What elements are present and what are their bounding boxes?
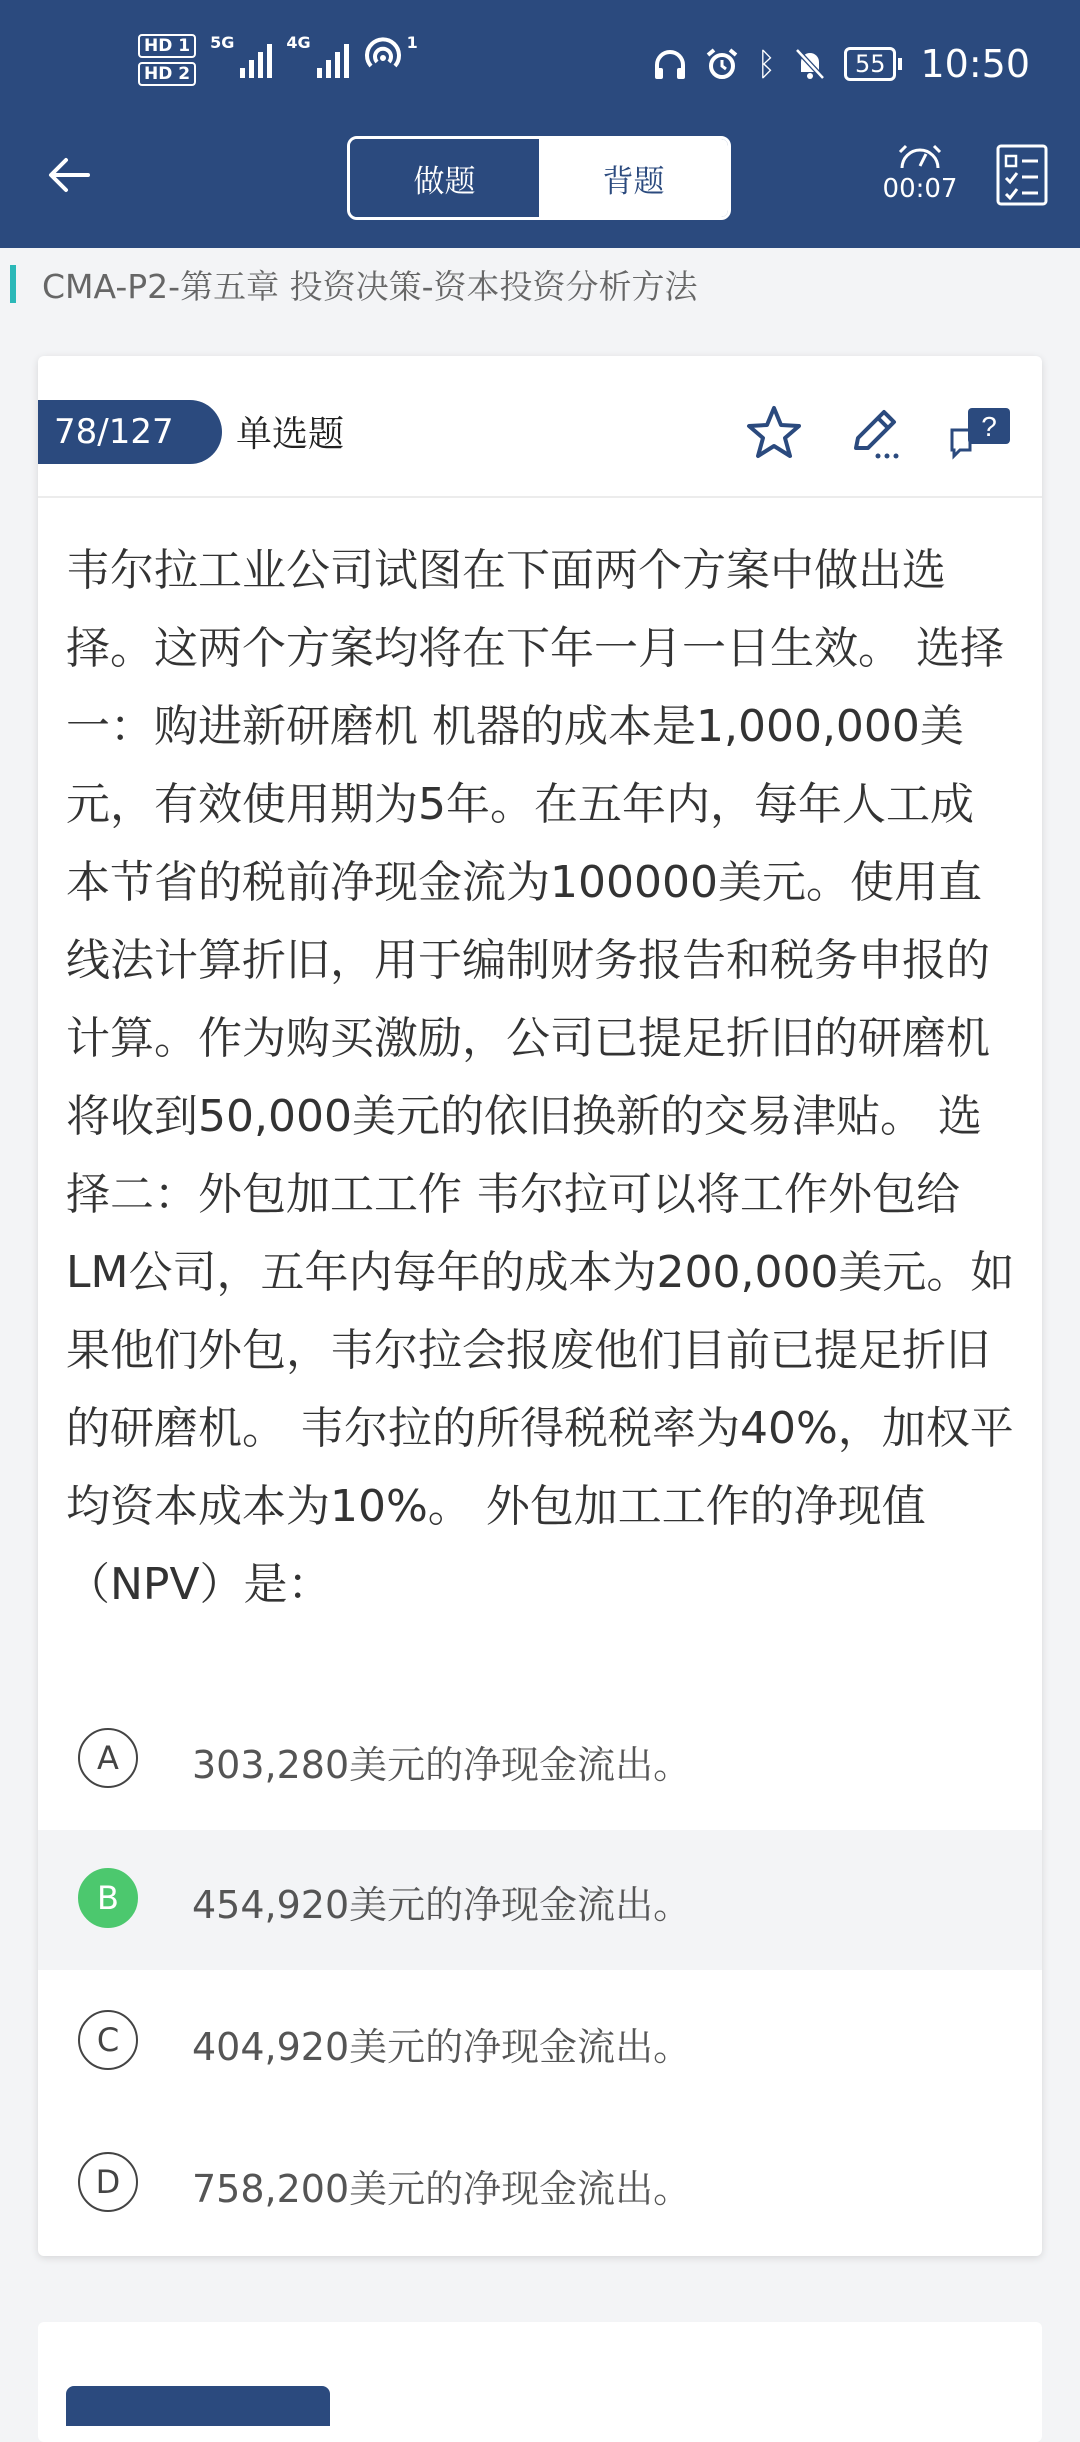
question-header	[38, 356, 1042, 498]
signal-5g-icon	[210, 34, 272, 78]
timer-icon	[896, 140, 944, 170]
answer-sheet-icon[interactable]	[996, 144, 1048, 206]
system-indicators	[653, 42, 1030, 86]
option-a[interactable]	[38, 1690, 1042, 1830]
note-pencil-icon[interactable]	[848, 404, 904, 462]
breadcrumb-accent	[10, 265, 16, 303]
net1-label: 5G	[210, 33, 235, 52]
question-type: 单选题	[236, 414, 345, 455]
breadcrumb-text: CMA-P2-第五章 投资决策-资本投资分析方法	[42, 266, 698, 306]
alarm-icon	[705, 47, 739, 81]
option-c-text: 404,920美元的净现金流出。	[192, 2025, 692, 2069]
timer-value: 00:07	[882, 174, 958, 204]
hd2-badge: HD 2	[138, 62, 196, 86]
star-icon[interactable]	[744, 404, 804, 462]
bluetooth-icon: ᛒ	[756, 45, 776, 83]
question-text: 韦尔拉工业公司试图在下面两个方案中做出选择。这两个方案均将在下年一月一日生效。 选择一：购进新研磨机 机器的成本是1,000,000美元，有效使用期为5年。在五年内，每年人工成本节省的税前净现金流为100000美元。使用直线法计算折旧，用于编制财务报告和税务申报的计算。作为购买激励，公司已提足折旧的研磨机将收到50,000美元的依旧换新的交易津贴。 选择二：外包加工工作 韦尔拉可以将工作外包给LM公司，五年内每年的成本为200,000美元。如果他们外包，韦尔拉会报废他们目前已提足折旧的研磨机。 韦尔拉的所得税税率为40%，加权平均资本成本为10%。 外包加工工作的净现值（NPV）是：	[66, 545, 1015, 1610]
tab-practice[interactable]: 做题	[350, 139, 539, 217]
back-arrow-icon[interactable]	[44, 150, 94, 200]
hd-badges	[138, 34, 196, 86]
option-d-marker: D	[78, 2152, 138, 2212]
feedback-question-icon[interactable]	[948, 404, 1014, 460]
option-b[interactable]	[38, 1830, 1042, 1970]
option-d-text: 758,200美元的净现金流出。	[192, 2167, 692, 2211]
clock: 10:50	[920, 42, 1030, 86]
breadcrumb	[0, 262, 697, 306]
app-header	[0, 0, 1080, 248]
analysis-card	[38, 2322, 1042, 2442]
option-a-text: 303,280美元的净现金流出。	[192, 1743, 692, 1787]
option-b-text: 454,920美元的净现金流出。	[192, 1883, 692, 1927]
option-a-marker: A	[78, 1728, 138, 1788]
status-bar	[0, 0, 1080, 132]
option-c[interactable]	[38, 1972, 1042, 2112]
headphones-icon	[653, 48, 687, 80]
hotspot-icon	[363, 34, 420, 78]
option-b-marker: B	[78, 1868, 138, 1928]
hotspot-count: 1	[406, 33, 418, 52]
mode-tabs	[347, 136, 731, 220]
question-card	[38, 356, 1042, 2256]
tab-memorize[interactable]: 背题	[539, 139, 728, 217]
hd1-badge: HD 1	[138, 34, 196, 58]
analysis-badge	[66, 2386, 330, 2426]
option-d[interactable]	[38, 2114, 1042, 2254]
net2-label: 4G	[286, 33, 311, 52]
mute-bell-icon	[794, 47, 826, 81]
option-c-marker: C	[78, 2010, 138, 2070]
question-progress: 78/127	[38, 400, 222, 464]
battery-icon: 55	[844, 47, 897, 81]
network-indicators	[138, 34, 420, 86]
svg-text:?: ?	[981, 411, 997, 442]
signal-4g-icon	[286, 34, 348, 78]
timer[interactable]	[880, 140, 960, 204]
